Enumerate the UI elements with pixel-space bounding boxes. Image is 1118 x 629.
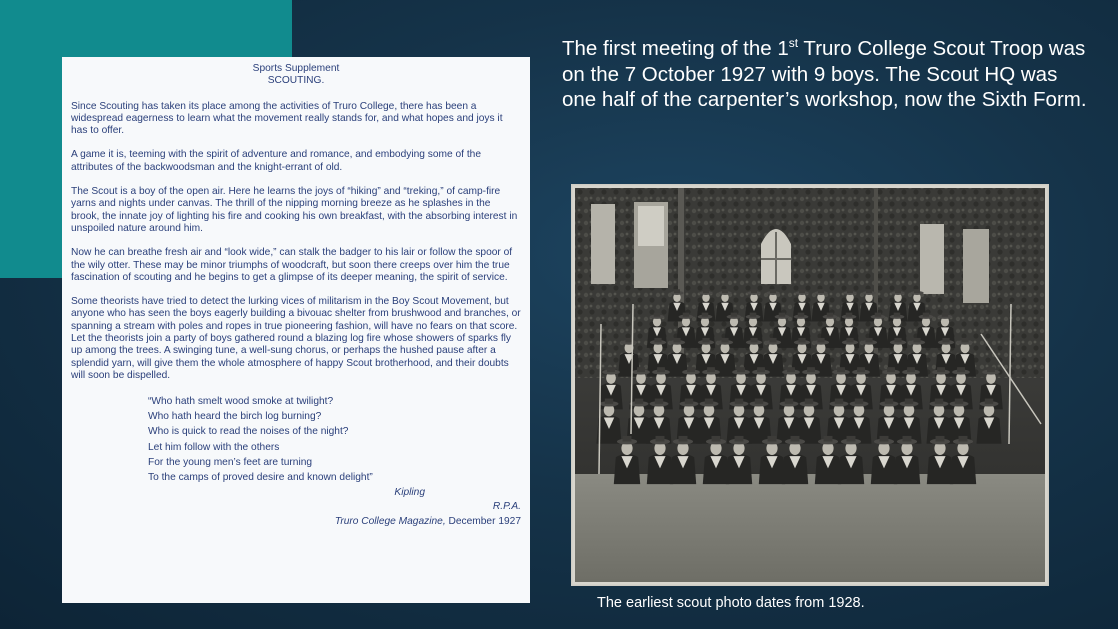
scout-troop-photo bbox=[571, 184, 1049, 586]
poem-attribution: Kipling bbox=[394, 486, 425, 498]
headline-ordinal-suffix: st bbox=[788, 36, 799, 50]
article-paragraph-4: Now he can breathe fresh air and “look wide,” can stalk the badger to his lair or follow the spoor of the wily otter. These may be minor triumphs of woodcraft, but soon there creeps over him the true fascination of scouting and he begins to get a glimpse of its deeper meaning, the spirit of service. bbox=[71, 247, 513, 283]
photo-caption: The earliest scout photo dates from 1928. bbox=[597, 595, 865, 611]
article-title: SCOUTING. bbox=[267, 75, 325, 87]
article-paragraph-2: A game it is, teeming with the spirit of adventure and romance, and embodying some of the attributes of the backwoodsman and the knight-errant of old. bbox=[71, 149, 481, 173]
headline-part-1: The first meeting of the 1 bbox=[562, 37, 789, 60]
poem-line: Who is quick to read the noises of the night? bbox=[148, 426, 349, 438]
kipling-poem bbox=[148, 394, 521, 485]
slide-headline bbox=[562, 36, 1092, 113]
magazine-article bbox=[62, 57, 530, 603]
article-paragraph-5: Some theorists have tried to detect the lurking vices of militarism in the Boy Scout Movement, but anyone who has seen the boys eagerly building a bivouac shelter from brushwood and branches, or spanning a stream with poles and ropes in true pioneering fashion, will have no fears on that score. Let the theorists join a party of boys gathered round a blazing log fire whose showers of sparks fly up among the trees. A swinging tune, a well-sung chorus, or perhaps the hushed pause after a splendid yarn, will give them the whole atmosphere of happy Scout brotherhood, and their doubts will soon be dispelled. bbox=[71, 296, 521, 381]
author-initials: R.P.A. bbox=[492, 500, 521, 512]
article-paragraph-3: The Scout is a boy of the open air. Here he learns the joys of “hiking” and “treking,” of camp-fire yarns and nights under canvas. The thrill of the nipping morning breeze as he splashes in the brook, the innate joy of lighting his fire and cooking his own breakfast, with the absorbing interest in unspoiled nature around him. bbox=[71, 186, 518, 234]
source-publication: Truro College Magazine, bbox=[334, 515, 446, 527]
article-supplement-header: Sports Supplement bbox=[252, 63, 340, 74]
poem-line: Who hath heard the birch log burning? bbox=[148, 411, 322, 423]
poem-line: For the young men’s feet are turning bbox=[148, 456, 313, 468]
poem-line: “Who hath smelt wood smoke at twilight? bbox=[148, 396, 334, 408]
headline-part-2: Truro College Scout Troop was on the 7 October 1927 with 9 boys. The Scout HQ was one half of the carpenter’s workshop, now the Sixth Form. bbox=[562, 37, 1087, 111]
poem-line: Let him follow with the others bbox=[148, 441, 280, 453]
window-left bbox=[591, 204, 615, 284]
source-date: December 1927 bbox=[448, 515, 521, 527]
article-paragraph-1: Since Scouting has taken its place among the activities of Truro College, there has been a widespread eagerness to learn what the movement really stands for, and what hopes and joys it has to offer. bbox=[71, 100, 503, 137]
article-source bbox=[71, 515, 521, 529]
poem-line: To the camps of proved desire and known delight” bbox=[148, 471, 373, 483]
